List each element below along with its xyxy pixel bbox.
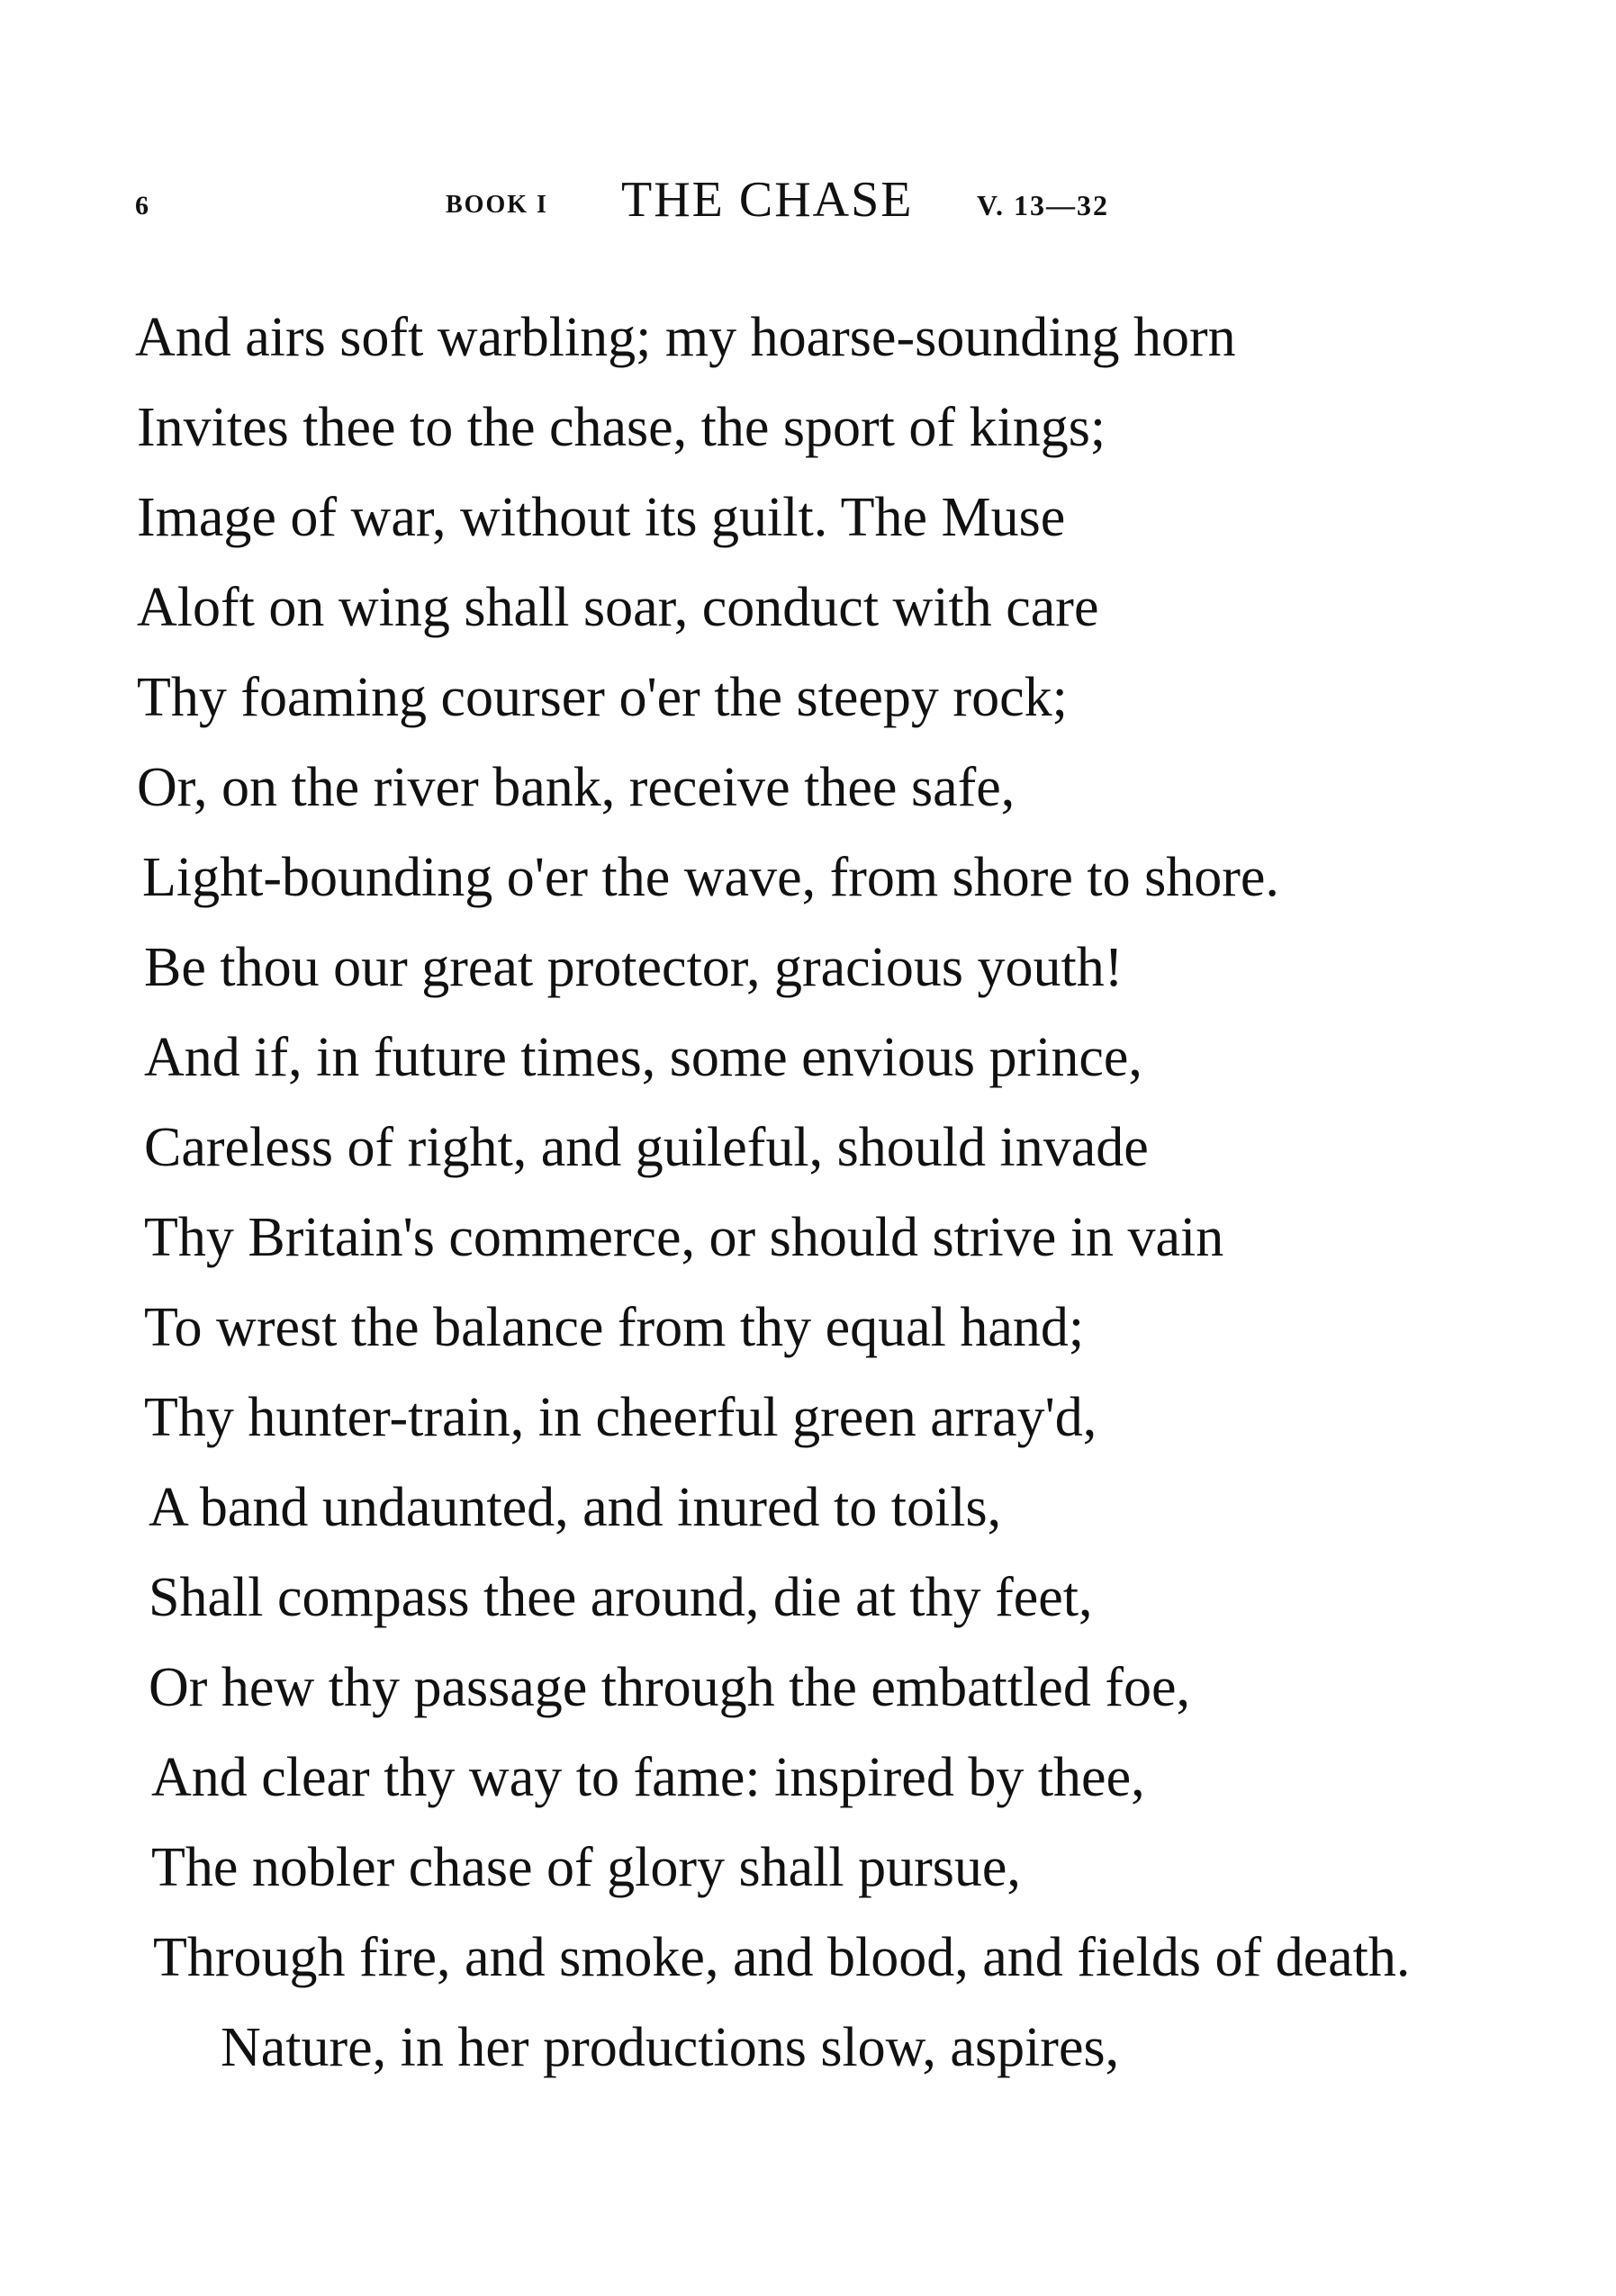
poem-line: A band undaunted, and inured to toils,: [149, 1477, 1002, 1538]
page-number: 6: [135, 191, 149, 221]
poem-line: Invites thee to the chase, the sport of kings;: [137, 397, 1106, 458]
poem-line: Or hew thy passage through the embattled foe,: [149, 1657, 1190, 1718]
poem-line: Through fire, and smoke, and blood, and fields of death.: [153, 1927, 1411, 1988]
poem-line: Careless of right, and guileful, should invade: [144, 1117, 1149, 1178]
poem-line: Light-bounding o'er the wave, from shore to shore.: [142, 847, 1279, 908]
poem-line: Shall compass thee around, die at thy feet,: [149, 1567, 1093, 1628]
poem-line: Aloft on wing shall soar, conduct with care: [137, 577, 1099, 638]
running-head: [0, 171, 1616, 234]
poem-line: Nature, in her productions slow, aspires,: [221, 2017, 1120, 2078]
poem-line: Thy Britain's commerce, or should strive in vain: [144, 1207, 1224, 1268]
verse-range: V. 13—32: [977, 189, 1109, 221]
poem-line: Thy hunter-train, in cheerful green array'd,: [144, 1387, 1097, 1448]
poem-line: And if, in future times, some envious prince,: [144, 1027, 1142, 1088]
poem-line: And clear thy way to fame: inspired by thee,: [151, 1747, 1145, 1808]
poem-line: The nobler chase of glory shall pursue,: [151, 1837, 1021, 1898]
poem-line: Be thou our great protector, gracious youth!: [144, 937, 1124, 998]
running-title: THE CHASE: [621, 172, 914, 228]
book-label: BOOK I: [446, 191, 548, 219]
poem-line: Or, on the river bank, receive thee safe,: [137, 757, 1016, 818]
poem-line: And airs soft warbling; my hoarse-sounding horn: [135, 307, 1236, 368]
poem-line: Thy foaming courser o'er the steepy rock;: [137, 667, 1068, 728]
poem-line: Image of war, without its guilt. The Muse: [137, 487, 1066, 548]
poem-line: To wrest the balance from thy equal hand;: [144, 1297, 1085, 1358]
